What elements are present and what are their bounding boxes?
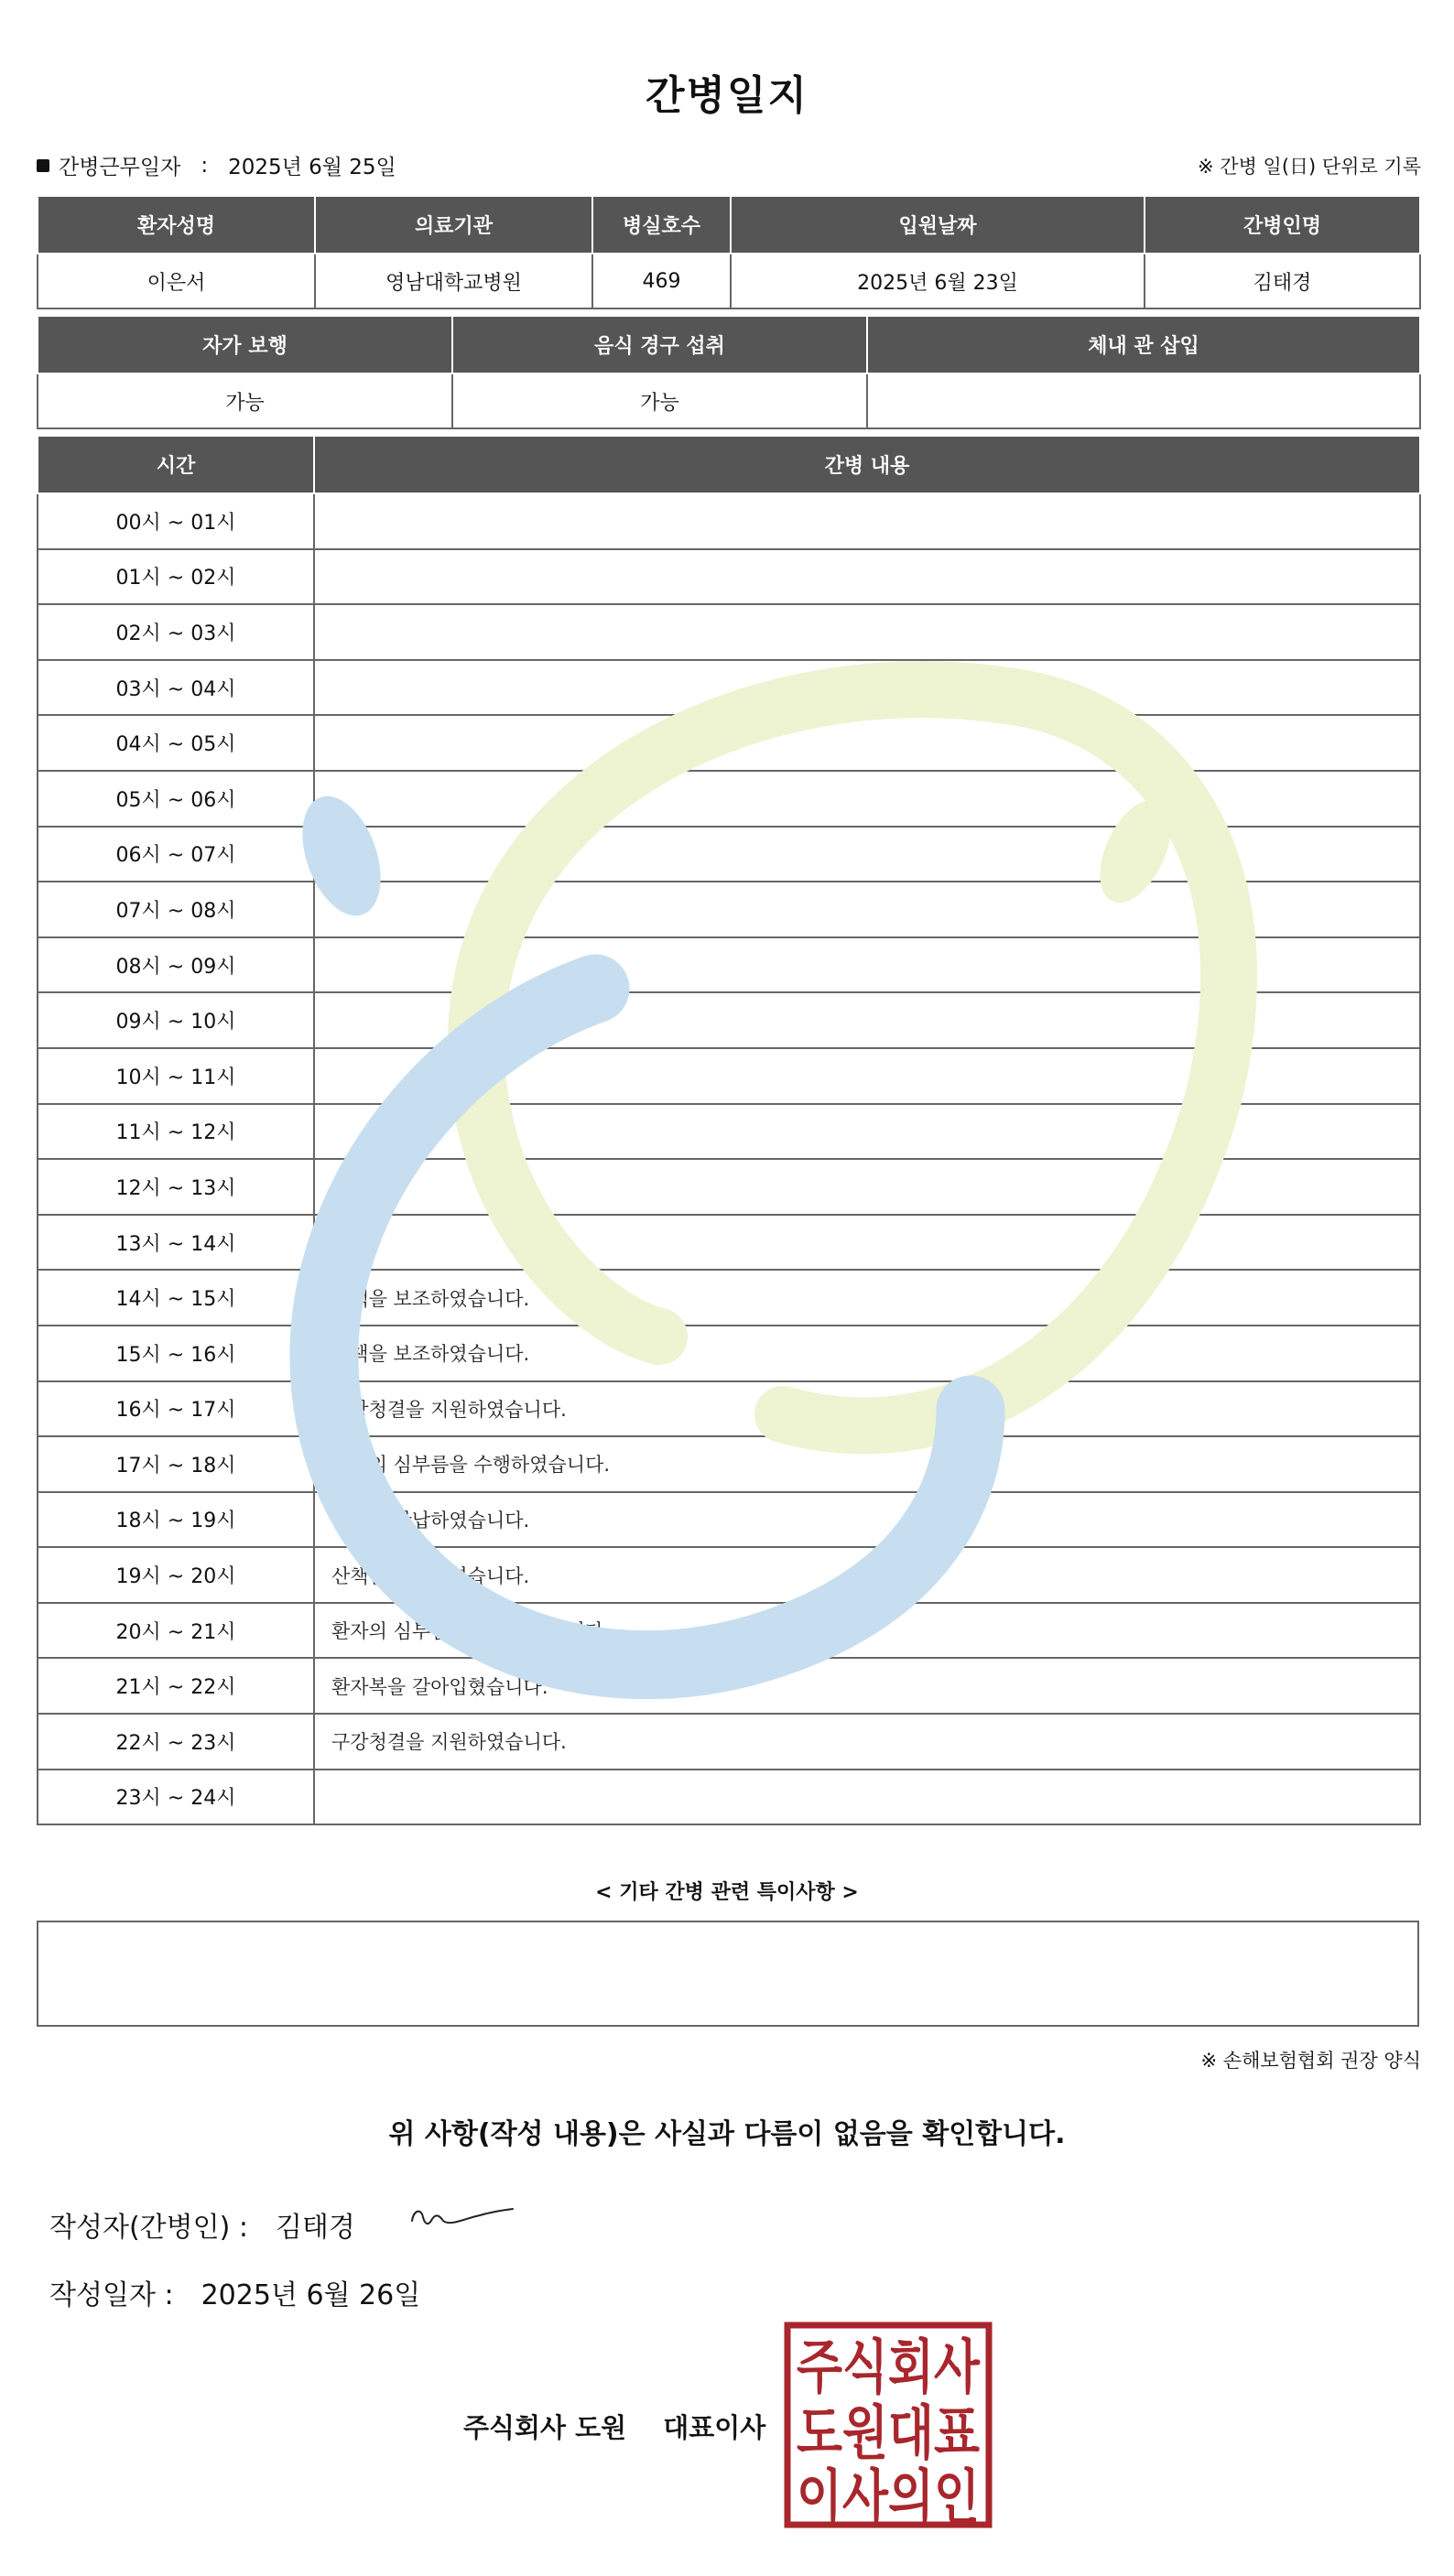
care-content-cell	[314, 882, 1420, 937]
special-notes-box	[37, 1921, 1419, 2027]
time-cell: 12시 ~ 13시	[38, 1159, 314, 1215]
room-number-cell: 469	[592, 254, 731, 308]
table-row	[38, 1159, 1420, 1215]
self-walking-cell: 가능	[38, 373, 452, 428]
table-row	[38, 549, 1420, 605]
author-label: 작성자(간병인) :	[49, 2212, 248, 2244]
table-row	[38, 1714, 1420, 1770]
time-cell: 03시 ~ 04시	[38, 660, 314, 716]
oral-intake-cell: 가능	[452, 373, 867, 428]
work-date-separator: :	[201, 153, 209, 178]
hospital-cell: 영남대학교병원	[315, 254, 592, 308]
author-name: 김태경	[275, 2212, 355, 2244]
time-cell: 10시 ~ 11시	[38, 1048, 314, 1104]
table-row	[38, 1658, 1420, 1714]
company-row	[463, 2408, 765, 2445]
table-row	[38, 771, 1420, 827]
table-row	[38, 1770, 1420, 1825]
time-cell: 11시 ~ 12시	[38, 1104, 314, 1160]
table-row	[38, 937, 1420, 993]
table-row	[38, 1270, 1420, 1326]
patient-status-table	[37, 315, 1421, 429]
care-content-cell	[314, 771, 1420, 827]
care-content-cell: 산책을 보조하였습니다.	[314, 1326, 1420, 1381]
page-title: 간병일지	[645, 72, 808, 119]
time-cell: 19시 ~ 20시	[38, 1547, 314, 1603]
table-row	[38, 827, 1420, 882]
care-content-cell	[314, 1048, 1420, 1104]
care-content-cell: 식기를 반납하였습니다.	[314, 1492, 1420, 1548]
time-cell: 18시 ~ 19시	[38, 1492, 314, 1548]
care-content-cell	[314, 715, 1420, 771]
care-content-cell	[314, 549, 1420, 605]
hospital-header: 의료기관	[315, 196, 592, 254]
company-name: 주식회사 도원	[463, 2412, 627, 2443]
work-date-label: 간병근무일자	[59, 156, 181, 179]
time-cell: 16시 ~ 17시	[38, 1381, 314, 1437]
time-cell: 05시 ~ 06시	[38, 771, 314, 827]
special-notes-title: < 기타 간병 관련 특이사항 >	[595, 1881, 859, 1904]
table-row	[38, 992, 1420, 1048]
care-content-cell	[314, 604, 1420, 660]
care-content-cell	[314, 1215, 1420, 1271]
care-content-cell	[314, 1770, 1420, 1825]
time-cell: 13시 ~ 14시	[38, 1215, 314, 1271]
company-seal-stamp	[784, 2322, 993, 2532]
svg-text:주식회사: 주식회사	[797, 2334, 981, 2402]
care-content-header: 간병 내용	[314, 436, 1420, 493]
table-row	[38, 660, 1420, 716]
time-cell: 09시 ~ 10시	[38, 992, 314, 1048]
time-cell: 14시 ~ 15시	[38, 1270, 314, 1326]
handwritten-signature	[408, 2193, 518, 2239]
self-walking-header: 자가 보행	[38, 316, 452, 373]
care-content-cell: 구강청결을 지원하였습니다.	[314, 1381, 1420, 1437]
admission-date-header: 입원날짜	[731, 196, 1145, 254]
care-content-cell	[314, 493, 1420, 549]
care-content-cell	[314, 1104, 1420, 1160]
care-content-cell: 환자의 심부름을 수행하였습니다.	[314, 1436, 1420, 1492]
care-content-cell: 환자복을 갈아입혔습니다.	[314, 1658, 1420, 1714]
time-cell: 22시 ~ 23시	[38, 1714, 314, 1770]
table-row	[38, 882, 1420, 937]
written-date-row	[49, 2272, 420, 2312]
admission-date-cell: 2025년 6월 23일	[731, 254, 1145, 308]
time-cell: 04시 ~ 05시	[38, 715, 314, 771]
unit-note: ※ 간병 일(日) 단위로 기록	[1198, 156, 1421, 178]
time-cell: 07시 ~ 08시	[38, 882, 314, 937]
work-date-row	[37, 150, 396, 180]
time-cell: 17시 ~ 18시	[38, 1436, 314, 1492]
care-log-body	[38, 493, 1420, 1824]
patient-name-header: 환자성명	[38, 196, 315, 254]
patient-name-cell: 이은서	[38, 254, 315, 308]
time-header: 시간	[38, 436, 314, 493]
author-row	[49, 2204, 355, 2245]
time-cell: 00시 ~ 01시	[38, 493, 314, 549]
table-row	[38, 1048, 1420, 1104]
table-row	[38, 604, 1420, 660]
table-row	[38, 715, 1420, 771]
svg-text:이사의인: 이사의인	[797, 2464, 980, 2532]
bullet-square-icon	[37, 159, 49, 172]
table-row	[38, 1603, 1420, 1659]
table-row	[38, 1547, 1420, 1603]
ceo-title: 대표이사	[663, 2412, 766, 2443]
care-content-cell	[314, 660, 1420, 716]
care-content-cell: 환자의 심부름을 수행하였습니다.	[314, 1603, 1420, 1659]
confirmation-statement: 위 사항(작성 내용)은 사실과 다름이 없음을 확인합니다.	[388, 2118, 1066, 2150]
table-row	[38, 1215, 1420, 1271]
table-row	[38, 1492, 1420, 1548]
tube-insertion-cell	[867, 373, 1420, 428]
care-content-cell: 산책을 보조하였습니다.	[314, 1270, 1420, 1326]
table-row	[38, 1326, 1420, 1381]
patient-info-table	[37, 195, 1421, 309]
care-content-cell	[314, 992, 1420, 1048]
care-log-table	[37, 435, 1421, 1825]
work-date-value: 2025년 6월 25일	[228, 156, 396, 179]
care-content-cell	[314, 937, 1420, 993]
caregiver-name-cell: 김태경	[1145, 254, 1420, 308]
oral-intake-header: 음식 경구 섭취	[452, 316, 867, 373]
table-row	[38, 1381, 1420, 1437]
written-date-value: 2025년 6월 26일	[201, 2279, 421, 2311]
time-cell: 08시 ~ 09시	[38, 937, 314, 993]
kidi-form-note: ※ 손해보험협회 권장 양식	[1200, 2050, 1421, 2072]
room-number-header: 병실호수	[592, 196, 731, 254]
time-cell: 21시 ~ 22시	[38, 1658, 314, 1714]
care-content-cell	[314, 1159, 1420, 1215]
time-cell: 02시 ~ 03시	[38, 604, 314, 660]
time-cell: 06시 ~ 07시	[38, 827, 314, 882]
tube-insertion-header: 체내 관 삽입	[867, 316, 1420, 373]
written-date-label: 작성일자 :	[49, 2279, 174, 2311]
time-cell: 23시 ~ 24시	[38, 1770, 314, 1825]
time-cell: 15시 ~ 16시	[38, 1326, 314, 1381]
table-row	[38, 1436, 1420, 1492]
table-row	[38, 1104, 1420, 1160]
care-content-cell	[314, 827, 1420, 882]
table-row	[38, 493, 1420, 549]
care-content-cell: 산책을 보조하였습니다.	[314, 1547, 1420, 1603]
caregiver-name-header: 간병인명	[1145, 196, 1420, 254]
time-cell: 01시 ~ 02시	[38, 549, 314, 605]
svg-text:도원대표: 도원대표	[797, 2400, 981, 2468]
time-cell: 20시 ~ 21시	[38, 1603, 314, 1659]
care-content-cell: 구강청결을 지원하였습니다.	[314, 1714, 1420, 1770]
